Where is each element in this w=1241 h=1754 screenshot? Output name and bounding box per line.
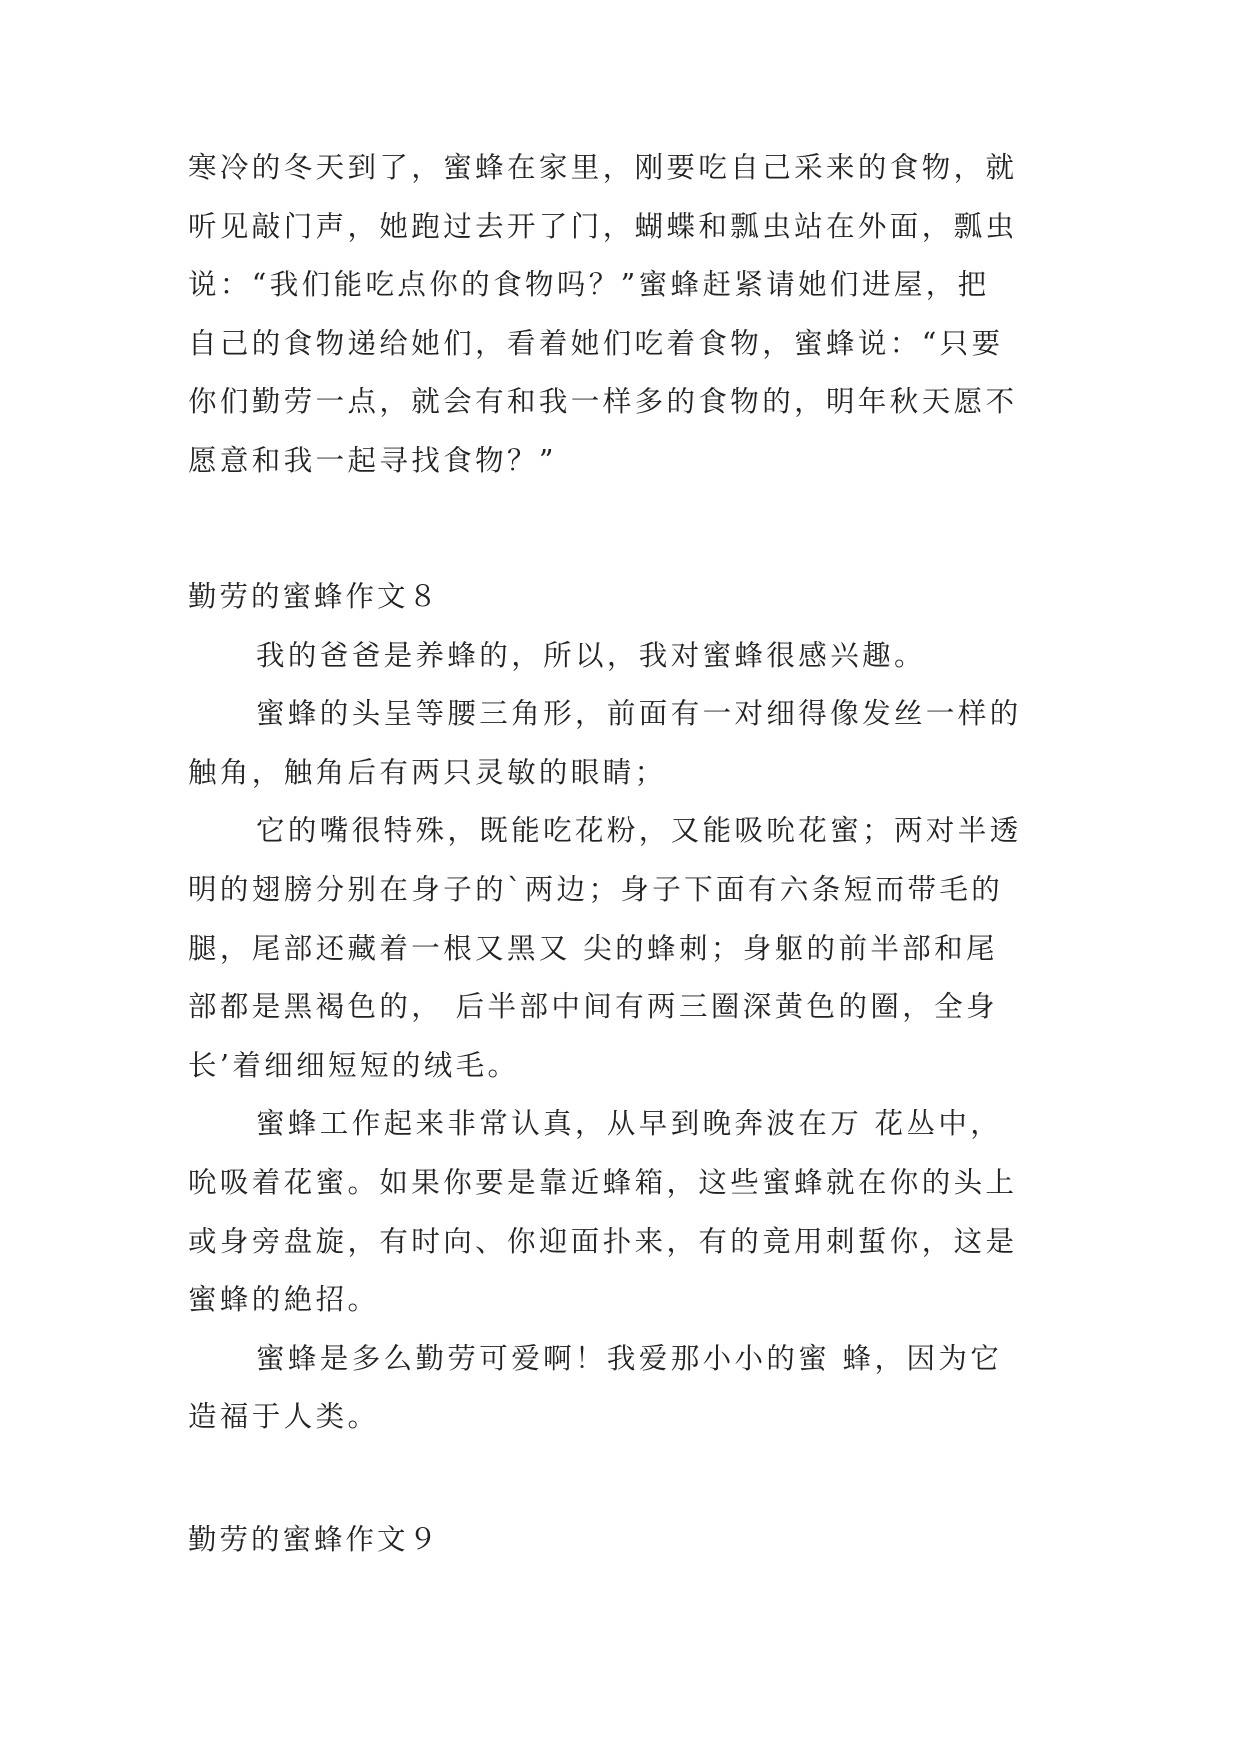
essay-heading: 勤劳的蜜蜂作文９ [188,1523,441,1556]
text-line: 愿意和我一起寻找食物？” [188,443,557,477]
paragraph-line: 蜜蜂的头呈等腰三角形，前面有一对细得像发丝一样的 [256,697,1022,731]
text-line: 寒冷的冬天到了，蜜蜂在家里，刚要吃自己采来的食物，就 [188,151,1018,184]
essay-8-section [188,568,1058,1447]
paragraph-line: 或身旁盘旋，有时向、你迎面扑来，有的竟用刺蜇你，这是 [188,1224,1018,1258]
paragraph-line: 部都是黑褐色的， 后半部中间有两三圈深黄色的圈，全身 [188,990,998,1024]
text-line: 自己的食物递给她们，看着她们吃着食物，蜜蜂说：“只要 [188,326,1004,360]
paragraph-line: 明的翅膀分别在身子的`两边；身子下面有六条短而带毛的 [188,872,1004,906]
paragraph-line: 腿，尾部还藏着一根又黑又 尖的蜂刺；身躯的前半部和尾 [188,931,998,965]
text-line: 说：“我们能吃点你的食物吗？”蜜蜂赶紧请她们进屋，把 [188,268,990,302]
paragraph-line: 它的嘴很特殊，既能吃花粉，又能吸吮花蜜；两对半透 [256,814,1022,848]
paragraph-line: 蜜蜂工作起来非常认真，从早到晚奔波在万 花丛中， [256,1107,1003,1141]
paragraph-line: 蜜蜂的絶招。 [188,1283,380,1317]
previous-section-text [188,139,1058,491]
paragraph-line: 触角，触角后有两只灵敏的眼睛； [188,755,667,789]
paragraph-line: 造福于人类。 [188,1400,380,1434]
text-line: 你们勤劳一点，就会有和我一样多的食物的，明年秋天愿不 [188,385,1018,419]
text-line: 听见敲门声，她跑过去开了门，蝴蝶和瓢虫站在外面，瓢虫 [188,209,1018,243]
essay-9-section [188,1511,1058,1570]
essay-heading: 勤劳的蜜蜂作文８ [188,580,441,613]
paragraph-line: 长’着细细短短的绒毛。 [188,1048,520,1082]
paragraph-line: 蜜蜂是多么勤劳可爱啊！我爱那小小的蜜 蜂，因为它 [256,1341,1003,1375]
paragraph-line: 吮吸着花蜜。如果你要是靠近蜂箱，这些蜜蜂就在你的头上 [188,1165,1018,1199]
paragraph-line: 我的爸爸是养蜂的，所以，我对蜜蜂很感兴趣。 [256,638,926,672]
